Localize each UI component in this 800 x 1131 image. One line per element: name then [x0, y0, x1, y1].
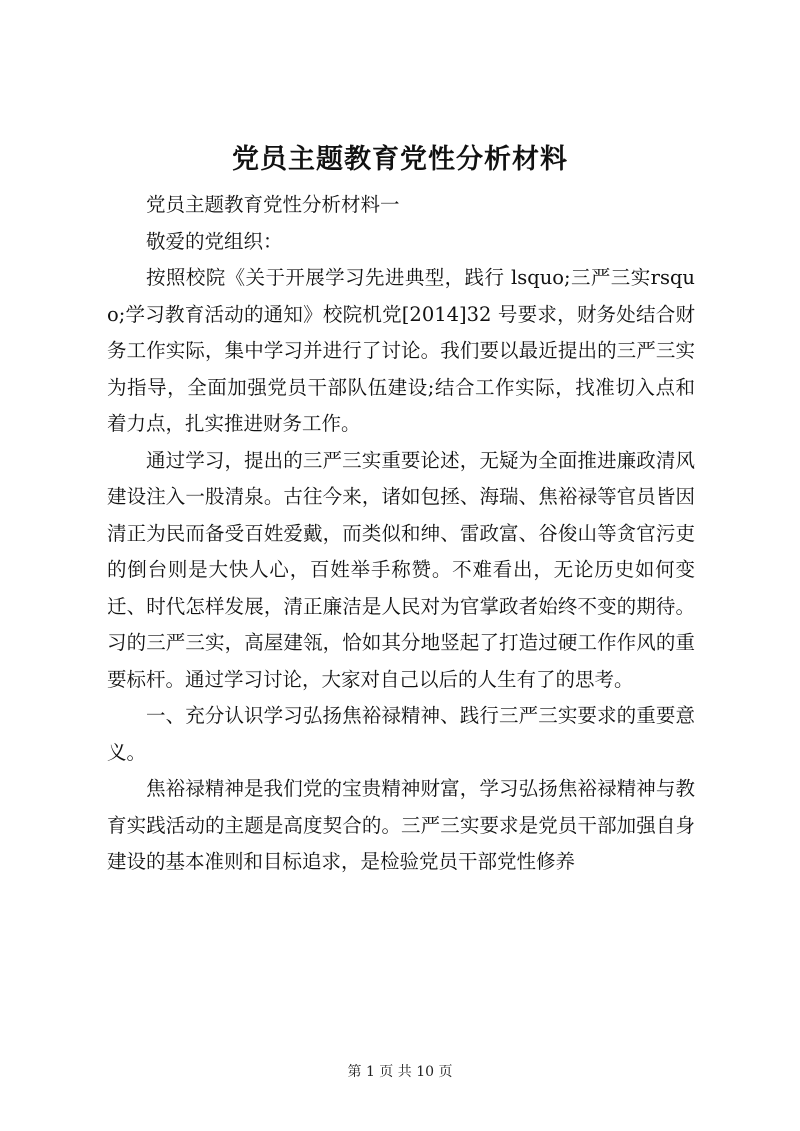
document-body: [107, 187, 695, 881]
paragraph-salutation: 敬爱的党组织：: [146, 229, 283, 253]
paragraph-heading: 一、充分认识学习弘扬焦裕禄精神、践行三严三实要求的重要意义。: [107, 704, 695, 764]
document-title: 党员主题教育党性分析材料: [232, 144, 568, 175]
paragraph-body: 焦裕禄精神是我们党的宝贵精神财富，学习弘扬焦裕禄精神与教育实践活动的主题是高度契合的。三严三实要求是党员干部加强自身建设的基本准则和目标追求，是检验党员干部党性修养: [107, 777, 695, 873]
paragraph-body: 通过学习，提出的三严三实重要论述，无疑为全面推进廉政清风建设注入一股清泉。古往今来，诸如包拯、海瑞、焦裕禄等官员皆因清正为民而备受百姓爱戴，而类似和绅、雷政富、谷俊山等贪官污吏的倒台则是大快人心，百姓举手称赞。不难看出，无论历史如何变迁、时代怎样发展，清正廉洁是人民对为官掌政者始终不变的期待。习的三严三实，高屋建瓴，恰如其分地竖起了打造过硬工作作风的重要标杆。通过学习讨论，大家对自己以后的人生有了的思考。: [107, 448, 695, 691]
page-footer: 第 1 页 共 10 页: [347, 1064, 453, 1080]
paragraph-body: 按照校院《关于开展学习先进典型，践行 lsquo;三严三实rsquo;学习教育活动的通知》校院机党[2014]32 号要求，财务处结合财务工作实际，集中学习并进行了讨论。我们要以最近提出的三严三实为指导，全面加强党员干部队伍建设;结合工作实际，找准切入点和着力点，扎实推进财务工作。: [107, 266, 695, 435]
paragraph-subtitle: 党员主题教育党性分析材料一: [146, 193, 400, 216]
